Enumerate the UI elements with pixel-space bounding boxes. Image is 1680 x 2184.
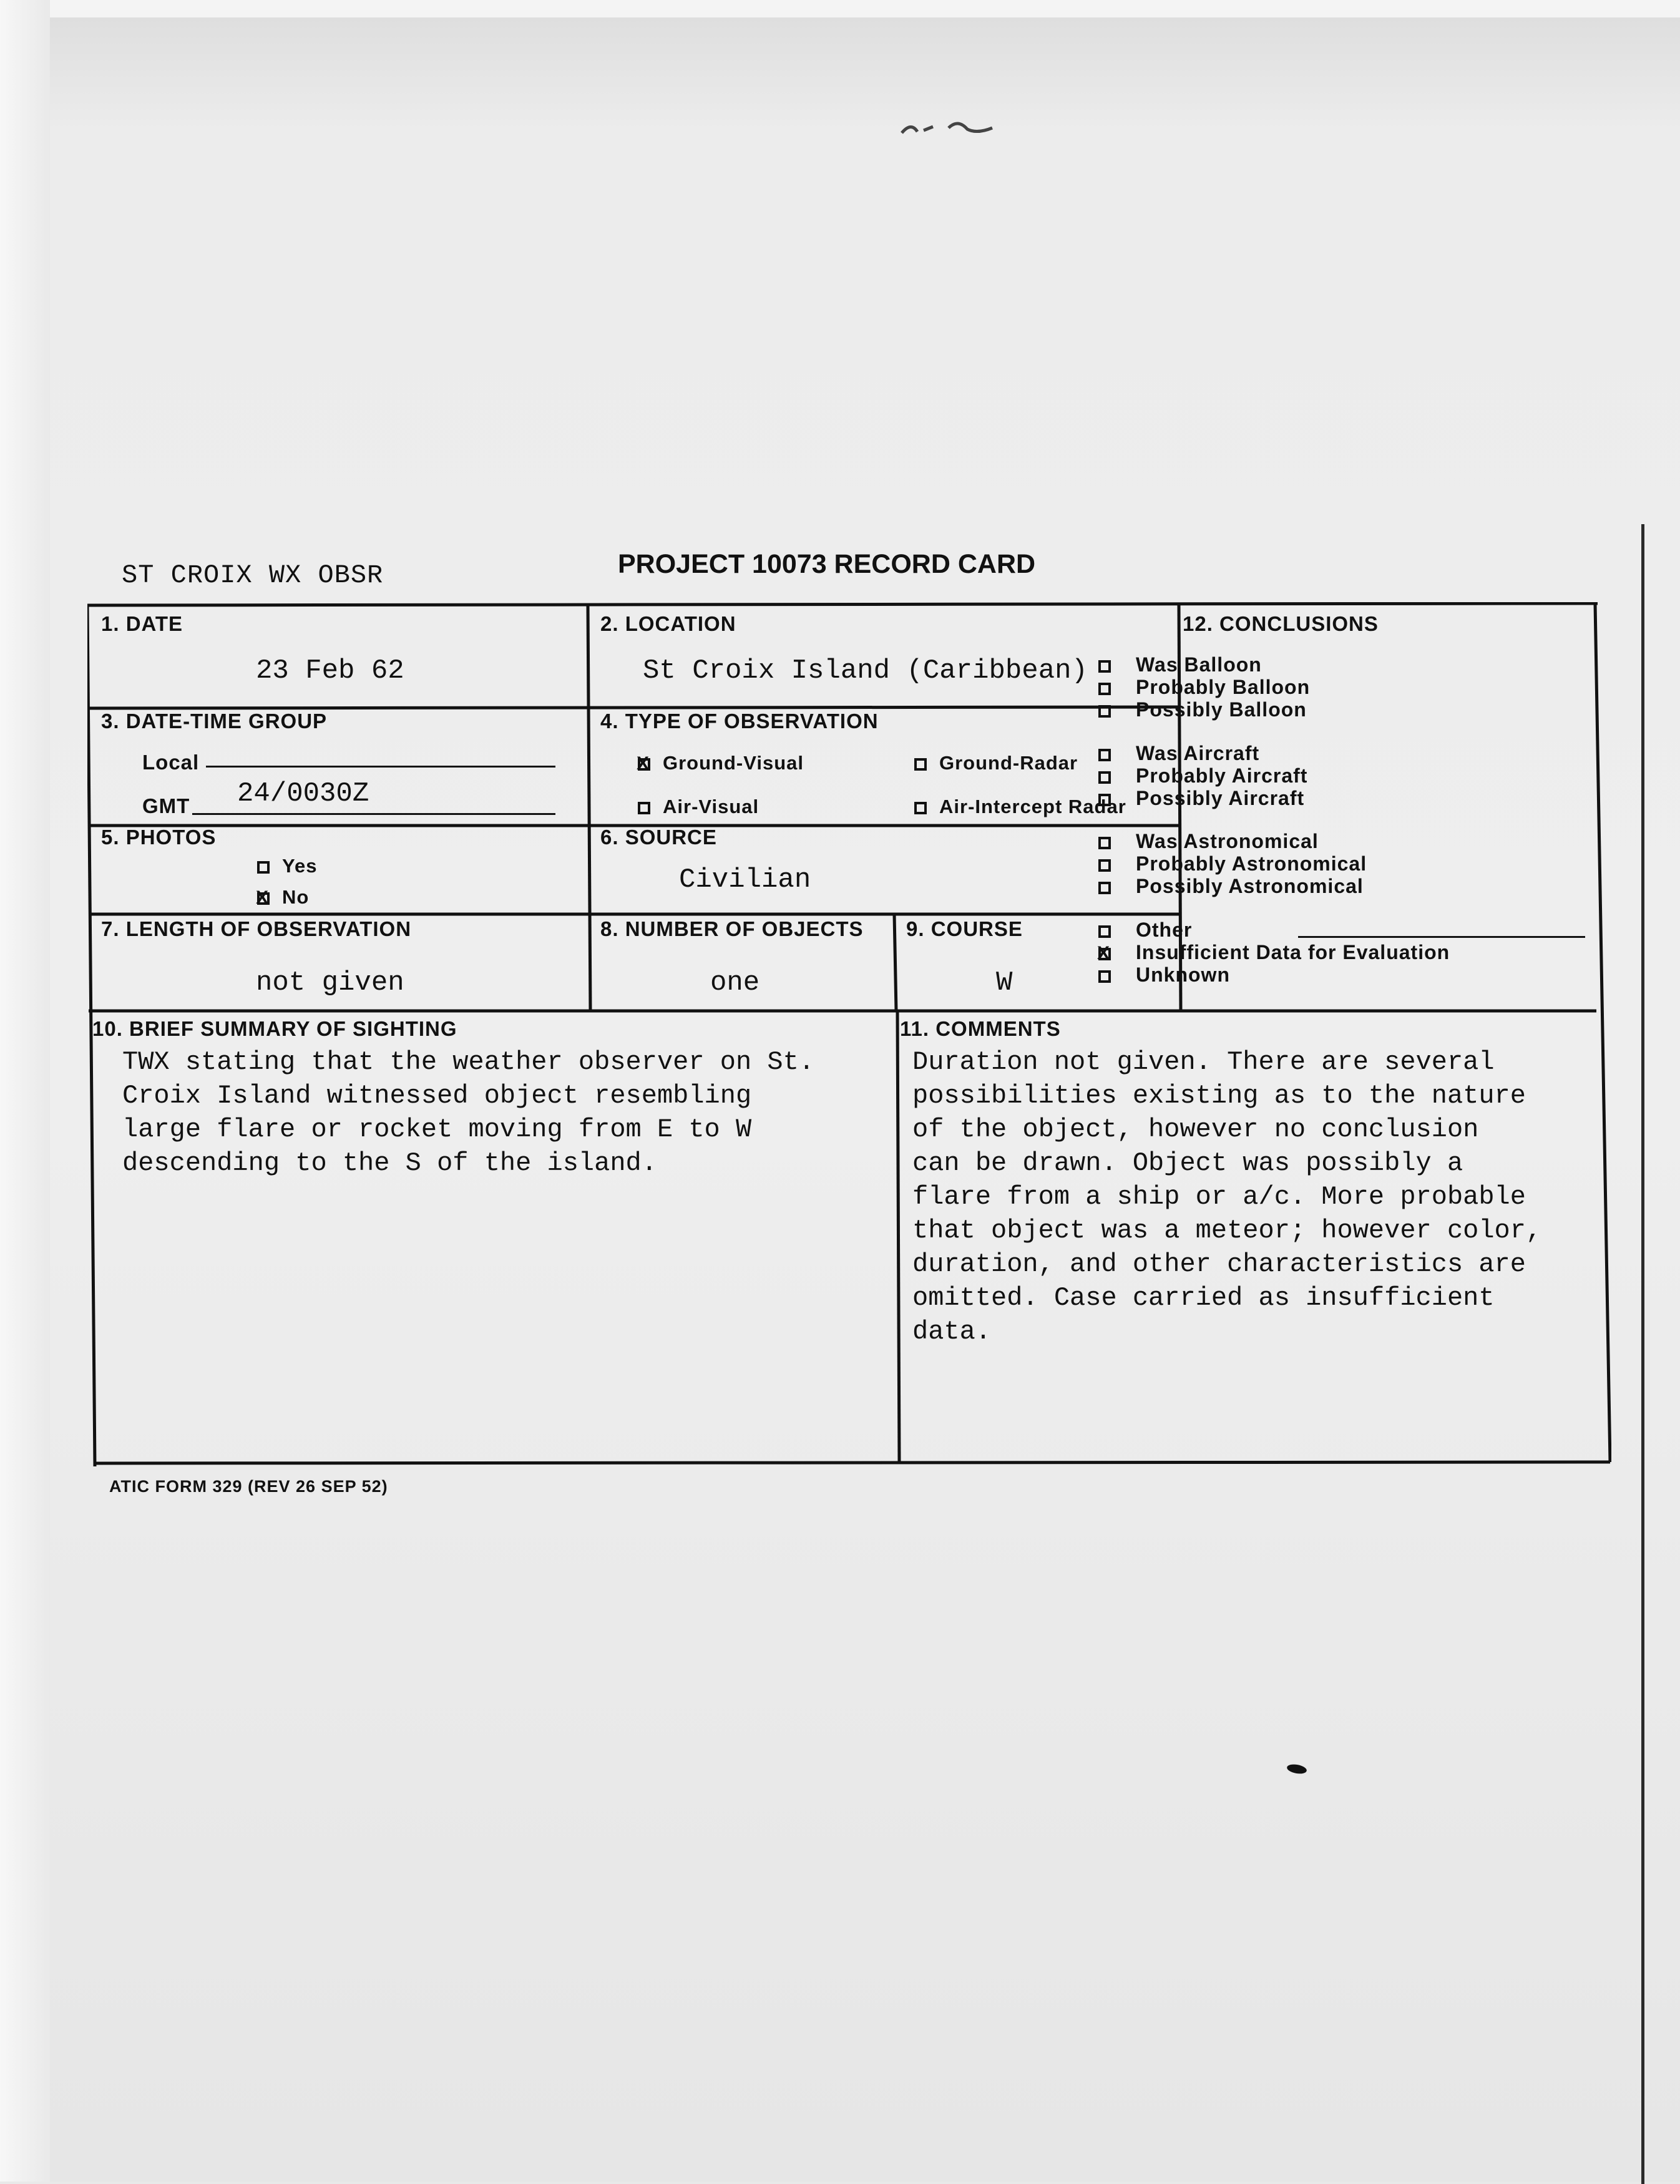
checkbox-was-astronomical[interactable]: [1098, 837, 1111, 849]
ink-speck: [1286, 1763, 1307, 1775]
conclusion-was-astronomical: Was Astronomical: [1098, 830, 1319, 853]
other-line: [1298, 936, 1585, 938]
checkbox-air-visual[interactable]: [638, 802, 650, 814]
comments-line: of the object, however no conclusion: [912, 1114, 1479, 1144]
num-objects-label: 8. NUMBER OF OBJECTS: [600, 917, 864, 940]
source-label: 6. SOURCE: [600, 826, 717, 849]
date-label: 1. DATE: [101, 612, 183, 635]
checkbox-unknown[interactable]: [1098, 970, 1111, 983]
comments-line: possibilities existing as to the nature: [912, 1081, 1526, 1111]
course-label: 9. COURSE: [906, 917, 1023, 940]
location-value: St Croix Island (Caribbean): [643, 655, 1088, 686]
conclusions-label: 12. CONCLUSIONS: [1183, 612, 1379, 635]
summary-text: [122, 1045, 814, 1180]
conclusion-probably-aircraft: Probably Aircraft: [1098, 764, 1307, 787]
conclusion-unknown: Unknown: [1098, 963, 1230, 987]
summary-line: Croix Island witnessed object resembling: [122, 1081, 752, 1111]
num-objects-value: one: [710, 967, 760, 998]
observation-type-label: 4. TYPE OF OBSERVATION: [600, 709, 879, 733]
comments-line: duration, and other characteristics are: [912, 1249, 1526, 1279]
checkbox-air-intercept-radar[interactable]: [914, 802, 927, 814]
local-line: [206, 766, 555, 768]
conclusion-was-balloon: Was Balloon: [1098, 653, 1262, 676]
checkbox-possibly-aircraft[interactable]: [1098, 794, 1111, 806]
case-heading: ST CROIX WX OBSR: [122, 560, 384, 590]
checkbox-was-balloon[interactable]: [1098, 660, 1111, 673]
conclusion-was-aircraft: Was Aircraft: [1098, 742, 1259, 765]
checkbox-ground-visual[interactable]: [638, 758, 650, 771]
checkbox-photos-no[interactable]: [257, 892, 270, 905]
comments-text: [912, 1045, 1541, 1348]
checkbox-probably-astronomical[interactable]: [1098, 859, 1111, 872]
option-photos-yes: Yes: [257, 855, 317, 877]
handwritten-mark: [899, 115, 1011, 140]
conclusion-possibly-astronomical: Possibly Astronomical: [1098, 875, 1364, 898]
local-label: Local: [142, 751, 200, 774]
comments-label: 11. COMMENTS: [900, 1017, 1061, 1040]
summary-line: large flare or rocket moving from E to W: [122, 1114, 752, 1144]
comments-line: flare from a ship or a/c. More probable: [912, 1182, 1526, 1212]
summary-line: TWX stating that the weather observer on St.: [122, 1047, 814, 1077]
checkbox-possibly-astronomical[interactable]: [1098, 882, 1111, 894]
form-number: ATIC FORM 329 (REV 26 SEP 52): [109, 1477, 388, 1496]
checkbox-probably-balloon[interactable]: [1098, 683, 1111, 695]
gmt-label: GMT: [142, 794, 190, 817]
page-left-edge: [0, 0, 50, 2182]
checkbox-insufficient-data[interactable]: [1098, 948, 1111, 960]
location-label: 2. LOCATION: [600, 612, 736, 635]
dtg-label: 3. DATE-TIME GROUP: [101, 709, 328, 733]
gmt-value: 24/0030Z: [237, 778, 369, 809]
option-air-visual: Air-Visual: [638, 796, 759, 818]
length-label: 7. LENGTH OF OBSERVATION: [101, 917, 412, 940]
checkbox-probably-aircraft[interactable]: [1098, 771, 1111, 784]
comments-line: data.: [912, 1317, 992, 1347]
course-value: W: [996, 967, 1013, 998]
length-value: not given: [256, 967, 404, 998]
conclusion-probably-balloon: Probably Balloon: [1098, 676, 1310, 699]
comments-line: can be drawn. Object was possibly a: [912, 1148, 1463, 1178]
comments-line: omitted. Case carried as insufficient: [912, 1283, 1495, 1313]
page-right-border: [1641, 524, 1644, 2184]
option-air-intercept-radar: Air-Intercept Radar: [914, 796, 1126, 818]
conclusion-other: Other: [1098, 919, 1192, 942]
comments-line: Duration not given. There are several: [912, 1047, 1495, 1077]
date-value: 23 Feb 62: [256, 655, 404, 686]
option-photos-no: XNo: [257, 886, 309, 909]
summary-line: descending to the S of the island.: [122, 1148, 657, 1178]
page-top-edge: [0, 0, 1680, 17]
card-title: PROJECT 10073 RECORD CARD: [618, 549, 1036, 579]
source-value: Civilian: [679, 864, 811, 895]
checkbox-other[interactable]: [1098, 925, 1111, 938]
comments-line: that object was a meteor; however color,: [912, 1216, 1542, 1246]
option-ground-visual: XGround-Visual: [638, 752, 804, 774]
photos-label: 5. PHOTOS: [101, 826, 217, 849]
checkbox-ground-radar[interactable]: [914, 758, 927, 771]
record-card: [87, 602, 1611, 1470]
checkbox-possibly-balloon[interactable]: [1098, 705, 1111, 718]
conclusion-probably-astronomical: Probably Astronomical: [1098, 852, 1367, 875]
option-ground-radar: Ground-Radar: [914, 752, 1078, 774]
checkbox-photos-yes[interactable]: [257, 861, 270, 874]
conclusion-possibly-aircraft: Possibly Aircraft: [1098, 787, 1304, 810]
conclusion-possibly-balloon: Possibly Balloon: [1098, 698, 1307, 721]
conclusion-insufficient-data: XInsufficient Data for Evaluation: [1098, 941, 1450, 964]
gmt-line: [192, 813, 555, 815]
summary-label: 10. BRIEF SUMMARY OF SIGHTING: [92, 1017, 457, 1040]
checkbox-was-aircraft[interactable]: [1098, 749, 1111, 761]
